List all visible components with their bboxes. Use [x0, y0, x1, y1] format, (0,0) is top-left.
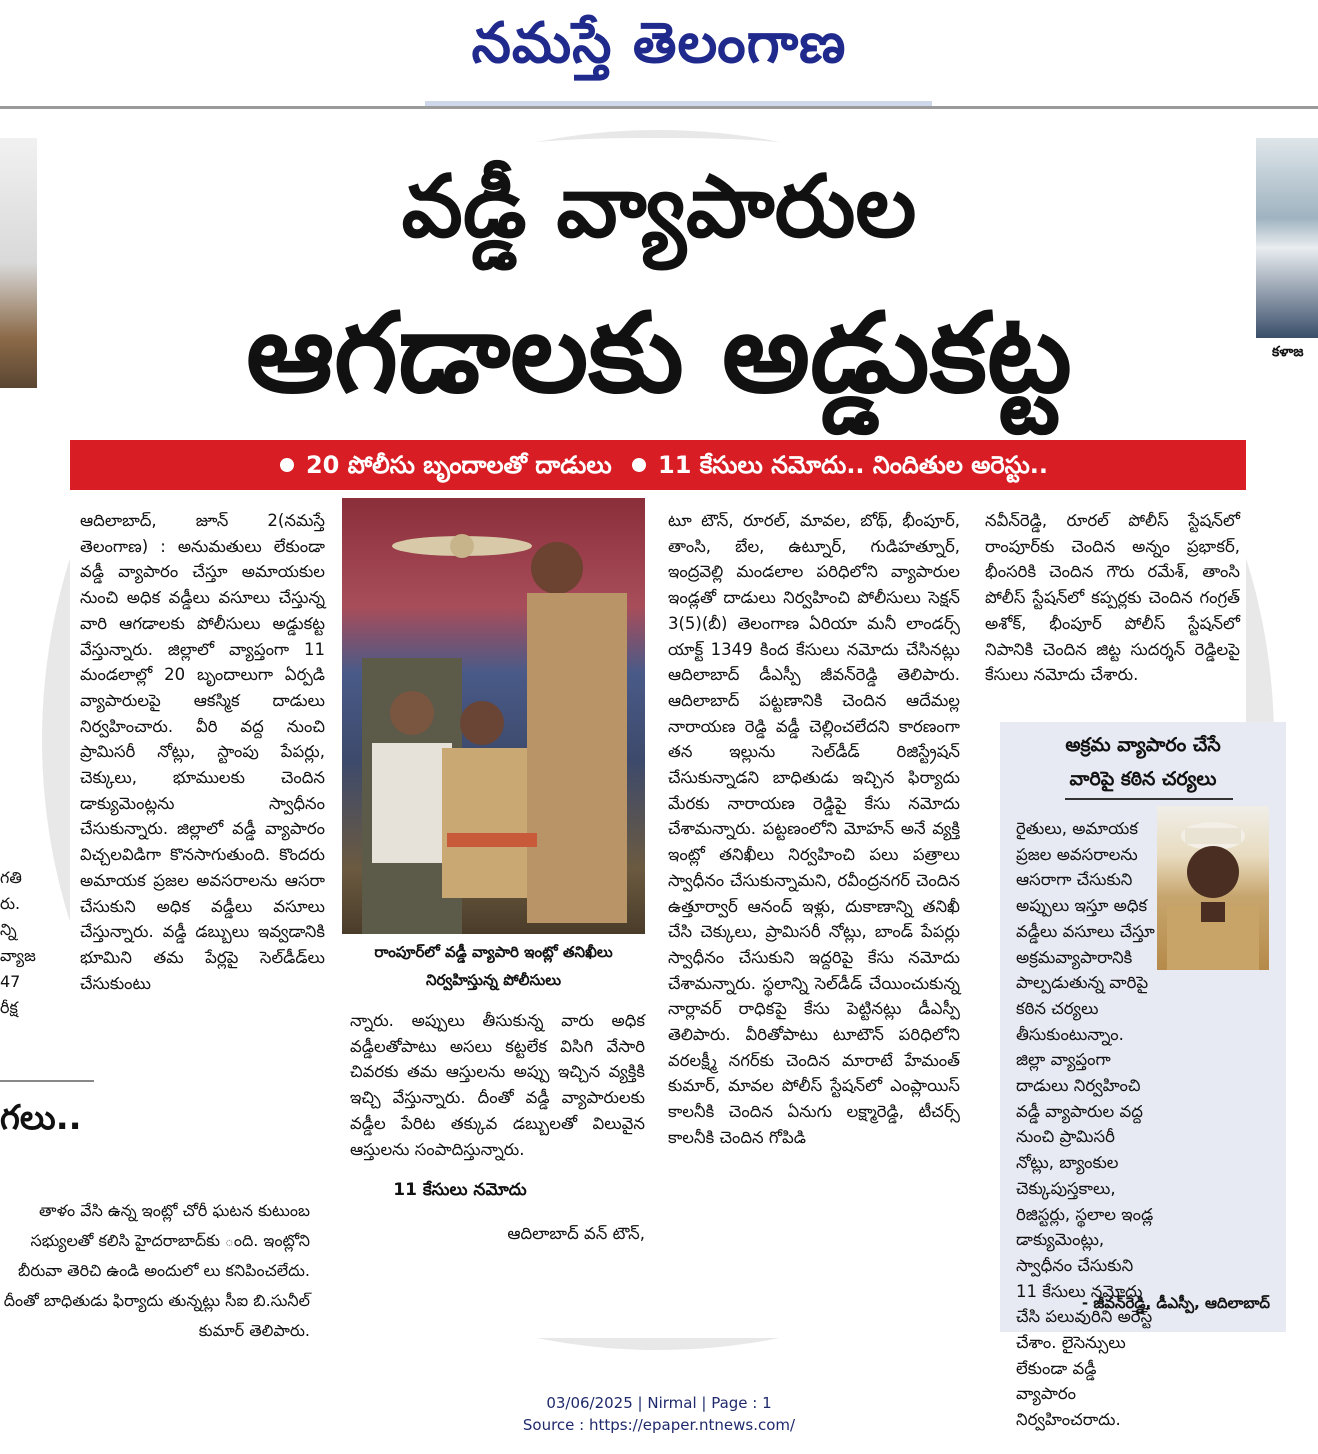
footer-edition-line: 03/06/2025 | Nirmal | Page : 1	[546, 1394, 772, 1412]
article-subheading: 11 కేసులు నమోదు	[393, 1180, 527, 1200]
left-fragment-text: గతి రు. న్ని వ్యాజ 47 రీక్ష	[0, 868, 36, 1017]
quote-box-title-line-1: అక్రమ వ్యాపారం చేసే	[1065, 734, 1221, 756]
article-column-4: నవీన్‌రెడ్డి, రూరల్ పోలీస్ స్టేషన్‌లో రాంపూర్‌కు చెందిన అన్నం ప్రభాకర్, భీంసరికి చెందిన గౌరు రమేశ్, తాంసి పోలీస్ స్టేషన్‌లో కప్పర్లకు చెందిన గంగ్రత్ అశోక్, భీంపూర్ పోలీస్ స్టేషన్‌లో నిపానికి చెందిన జిట్ట సుదర్శన్ రెడ్డిలపై కేసులు నమోదు చేశారు.	[985, 511, 1240, 685]
bullet-icon	[632, 458, 646, 472]
left-fragment-bottom-text: తాళం వేసి ఉన్న ఇంట్లో చోరీ ఘటన కుటుంబ సభ్యులతో కలిసి హైదరాబాద్‌కు ంది. ఇంట్లోని బీరువా తెరిచి ఉండి అందులో లు కనిపించలేదు. దీంతో బాధితుడు ఫిర్యాదు తున్నట్లు సీఐ బి.సునీల్ కుమార్ తెలిపారు.	[3, 1201, 310, 1340]
bullet-icon	[280, 458, 294, 472]
headline-line-2: ఆగడాలకు అడ్డుకట్ట	[246, 289, 1072, 417]
article-column-3: టూ టౌన్, రూరల్, మావల, బోథ్, భీంపూర్, తాంసి, బేల, ఉట్నూర్, గుడిహత్నూర్, ఇంద్రవెల్లి మండలాల పరిధిలోని వ్యాపారుల ఇండ్లతో దాడులు నిర్వహించి పోలీసులు సెక్షన్ 3(5)(బీ) తెలంగాణ ఏరియా మనీ లాండర్స్ యాక్ట్ 1349 కింద కేసులు నమోదు చేసినట్లు ఆదిలాబాద్ డీఎస్పీ జీవన్‌రెడ్డి తెలిపారు. ఆదిలాబాద్ పట్టణానికి చెందిన ఆదేమల్ల నారాయణ రెడ్డి వడ్డీ చెల్లించలేదని కారణంగా తన ఇల్లును సెల్‌డీడ్ రిజిస్ట్రేషన్ చేసుకున్నాడని బాధితుడు ఇచ్చిన ఫిర్యాదు మేరకు నారాయణ రెడ్డిపై కేసు నమోదు చేశామన్నారు. పట్టణంలోని మోహన్ అనే వ్యక్తి ఇంట్లో తనిఖీలు నిర్వహించి పలు పత్రాలు స్వాధీనం చేసుకున్నామని, రవీంద్రనగర్ చెందిన ఉత్తూర్వార్ ఆనంద్ ఇళ్లు, దుకాణాన్ని తనిఖీ చేసి చెక్కులు, ప్రామిసరీ నోట్లు, బాండ్ పేపర్లు స్వాధీనం చేసుకుని ఇద్దరిపై కేసు నమోదు చేశామన్నారు. స్థలాన్ని సెల్‌డీడ్ చేయించుకున్న నార్లావర్ రాధికపై కేసు పెట్టినట్లు డీఎస్పీ తెలిపారు. వీరితోపాటు టూటౌన్ పరిధిలోని వరలక్ష్మీ నగర్‌కు చెందిన మారాటే హేమంత్ కుమార్, మావల పోలీస్ స్టేషన్‌లో ఎంప్లాయిస్ కాలనీకి చెందిన ఏనుగు లక్ష్మారెడ్డి, టీచర్స్ కాలనీకి చెందిన గోపిడి	[668, 511, 960, 1147]
masthead-divider	[0, 106, 1318, 109]
left-fragment-rule	[0, 1080, 94, 1082]
subheadline-banner	[70, 440, 1246, 490]
quote-box-underline	[1065, 798, 1233, 800]
quote-box-title	[1000, 728, 1286, 796]
quote-box-title-line-2: వారిపై కఠిన చర్యలు	[1069, 768, 1217, 790]
footer-source-line: Source : https://epaper.ntnews.com/	[522, 1416, 796, 1434]
article-column-2: న్నారు. అప్పులు తీసుకున్న వారు అధిక వడ్డీలతోపాటు అసలు కట్టలేక విసిగి వేసారి చివరకు తమ ఆస్తులను అప్పు ఇచ్చిన వ్యక్తికి ఇచ్చి వేస్తున్నారు. దీంతో వడ్డీ వ్యాపారులకు వడ్డీల పేరిట తక్కువ డబ్బులతో విలువైన ఆస్తులను సంపాదిస్తున్నారు.	[350, 1011, 645, 1159]
banner-item-2: 11 కేసులు నమోదు.. నిందితుల అరెస్టు..	[658, 451, 1049, 479]
photo-caption: రాంపూర్‌లో వడ్డీ వ్యాపారి ఇంట్లో తనిఖీలు నిర్వహిస్తున్న పోలీసులు	[374, 943, 613, 989]
news-photo	[342, 498, 645, 934]
masthead-title: నమస్తే తెలంగాణ	[471, 10, 847, 76]
right-edge-caption: కళాజ	[1272, 344, 1304, 360]
headline-line-1: వడ్డీ వ్యాపారుల	[401, 157, 917, 257]
quote-box-text	[1016, 816, 1270, 1433]
news-photo-illustration	[342, 498, 645, 934]
quote-box-text-body: రైతులు, అమాయక ప్రజల అవసరాలను ఆసరాగా చేసుకుని అప్పులు ఇస్తూ అధిక వడ్డీలు వసూలు చేస్తూ అక్రమవ్యాపారానికి పాల్పడుతున్న వారిపై కఠిన చర్యలు తీసుకుంటున్నాం. జిల్లా వ్యాప్తంగా దాడులు నిర్వహించి వడ్డీ వ్యాపారుల వద్ద నుంచి ప్రామిసరీ నోట్లు, బ్యాంకుల చెక్కుపుస్తకాలు, రిజిస్టర్లు, స్థలాల ఇండ్ల డాక్యుమెంట్లు, స్వాధీనం చేసుకుని 11 కేసులు నమోదు చేసి పలువురిని అరెస్ట్ చేశాం. లైసెన్సులు లేకుండా వడ్డీ వ్యాపారం నిర్వహించరాదు.	[1016, 819, 1155, 1430]
article-column-1: ఆదిలాబాద్, జూన్ 2(నమస్తే తెలంగాణ) : అనుమతులు లేకుండా వడ్డీ వ్యాపారం చేస్తూ అమాయకుల నుంచి అధిక వడ్డీలు వసూలు చేస్తున్న వారి ఆగడాలకు పోలీసులు అడ్డుకట్ట వేస్తున్నారు. జిల్లాలో వ్యాప్తంగా 11 మండలాల్లో 20 బృందాలుగా ఏర్పడి వ్యాపారులపై ఆకస్మిక దాడులు నిర్వహించారు. వీరి వద్ద నుంచి ప్రామిసరీ నోట్లు, స్టాంపు పేపర్లు, చెక్కులు, భూములకు చెందిన డాక్యుమెంట్లను స్వాధీనం చేసుకున్నారు. జిల్లాలో వడ్డీ వ్యాపారం విచ్చలవిడిగా కొనసాగుతుంది. కొందరు అమాయక ప్రజల అవసరాలను ఆసరా చేసుకుని అధిక వడ్డీలు వసూలు చేస్తున్నారు. వడ్డీ డబ్బులు ఇవ్వడానికి భూమిని తమ పేర్లపై సెల్‌డీడ్‌లు చేసుకుంటు	[80, 511, 325, 993]
left-fragment-heading: గలు..	[0, 1098, 82, 1138]
quote-signoff: - జీవన్‌రెడ్డి, డీఎస్పీ, ఆదిలాబాద్	[1081, 1294, 1270, 1312]
article-column-2-end: ఆదిలాబాద్ వన్ టౌన్,	[507, 1224, 645, 1243]
banner-item-1: 20 పోలీసు బృందాలతో దాడులు	[305, 451, 612, 479]
